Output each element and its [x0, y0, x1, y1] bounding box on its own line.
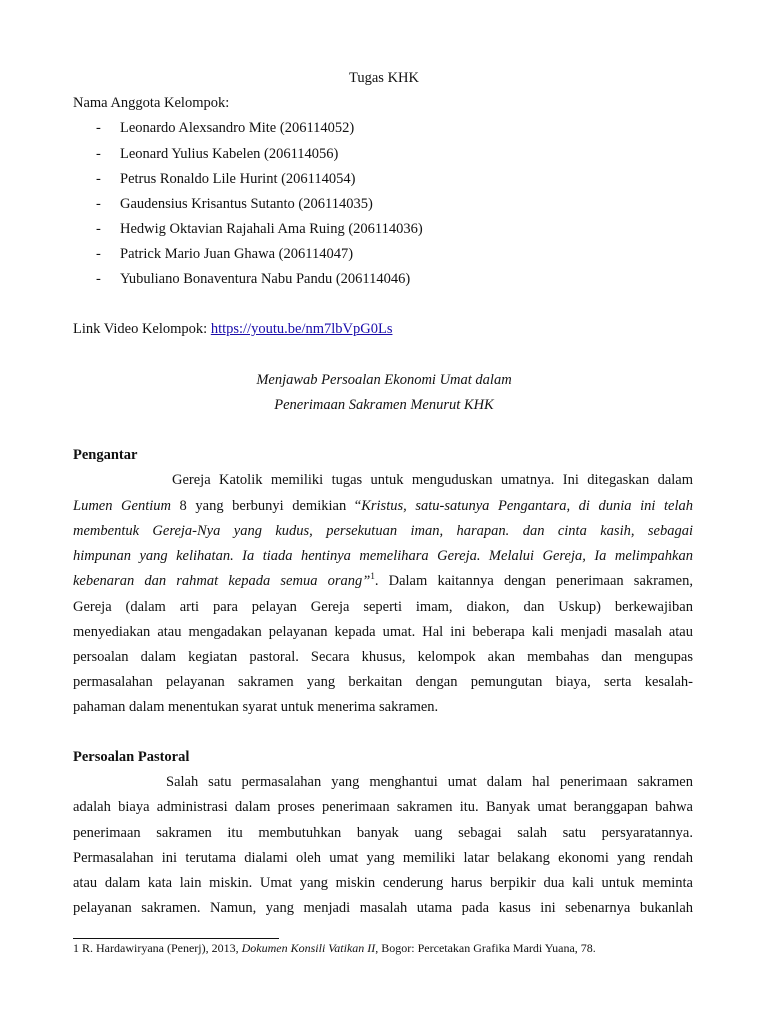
video-link-line	[73, 320, 392, 338]
list-bullet: -	[96, 246, 101, 262]
quote-text: kebenaran dan rahmat kepada semua orang”	[73, 573, 371, 589]
footnote-ref[interactable]: 1	[370, 571, 375, 582]
video-link[interactable]: https://youtu.be/nm7lbVpG0Ls	[210, 321, 393, 337]
paragraph-line: kebenaran dan rahmat kepada semua orang”$^1$. Dalam kaitannya dengan penerimaan sakramen,	[73, 571, 693, 589]
paragraph-line: Permasalahan ini terutama dialami oleh umat yang memiliki latar belakang ekonomi yang rendah	[73, 850, 693, 866]
subtitle-line-1: Menjawab Persoalan Ekonomi Umat dalam	[256, 372, 512, 388]
list-item: Hedwig Oktavian Rajahali Ama Ruing (206114036)	[120, 221, 423, 237]
paragraph-line: Gereja Katolik memiliki tugas untuk menguduskan umatnya. Ini ditegaskan dalam	[172, 472, 693, 488]
footnote-separator	[73, 938, 279, 939]
video-link-label: Link Video Kelompok:	[73, 321, 211, 337]
paragraph-line: pelayanan sakramen. Namun, yang menjadi masalah utama pada kasus ini sebenarnya bukanlah	[73, 900, 693, 916]
pastoral-heading: Persoalan Pastoral	[73, 749, 190, 765]
list-bullet: -	[96, 221, 101, 237]
list-item: Patrick Mario Juan Ghawa (206114047)	[120, 246, 354, 262]
paragraph-line: permasalahan pelayanan sakramen yang berkaitan dengan pemungutan biaya, serta kesalah-	[73, 674, 693, 690]
paragraph-line: pahaman dalam menentukan syarat untuk menerima sakramen.	[73, 699, 439, 715]
lumen-gentium-text: Lumen Gentium	[73, 498, 171, 514]
paragraph-line: persoalan dalam kegiatan pastoral. Secara khusus, kelompok akan membahas dan mengupas	[73, 649, 693, 665]
footnote-book-title: Dokumen Konsili Vatikan II	[241, 941, 376, 955]
paragraph-line: penerimaan sakramen itu membutuhkan banyak uang sebagai salah satu persyaratannya.	[73, 825, 693, 841]
members-label: Nama Anggota Kelompok:	[73, 95, 230, 111]
list-item: Yubuliano Bonaventura Nabu Pandu (206114046)	[120, 271, 411, 287]
paragraph-line: Gereja (dalam arti para pelayan Gereja seperti imam, diakon, dan Uskup) berkewajiban	[73, 599, 693, 615]
paragraph-line: himpunan yang kelihatan. Ia tiada hentinya memelihara Gereja. Melalui Gereja, Ia melimpahkan	[73, 548, 693, 564]
list-bullet: -	[96, 171, 101, 187]
list-item: Leonardo Alexsandro Mite (206114052)	[120, 120, 355, 136]
list-item: Gaudensius Krisantus Sutanto (206114035)	[120, 196, 373, 212]
footnote: 1 R. Hardawiryana (Penerj), 2013, Dokumen Konsili Vatikan II, Bogor: Percetakan Grafika Mardi Yuana, 78.	[73, 941, 596, 955]
list-bullet: -	[96, 271, 101, 287]
list-item: Leonard Yulius Kabelen (206114056)	[120, 146, 339, 162]
document-title: Tugas KHK	[349, 70, 419, 86]
list-bullet: -	[96, 120, 101, 136]
list-item: Petrus Ronaldo Lile Hurint (206114054)	[120, 171, 356, 187]
paragraph-line: adalah biaya administrasi dalam proses penerimaan sakramen itu. Banyak umat beranggapan bahwa	[73, 799, 693, 815]
pengantar-heading: Pengantar	[73, 447, 138, 463]
quote-text: Kristus, satu-satunya Pengantara, di dunia ini telah	[361, 498, 693, 514]
paragraph-line: menyediakan atau mengadakan pelayanan kepada umat. Hal ini beberapa kali menjadi masalah atau	[73, 624, 693, 640]
paragraph-line: Lumen Gentium 8 yang berbunyi demikian “Kristus, satu-satunya Pengantara, di dunia ini telah	[73, 498, 693, 514]
list-bullet: -	[96, 196, 101, 212]
subtitle-line-2: Penerimaan Sakramen Menurut KHK	[274, 397, 494, 413]
paragraph-line: membentuk Gereja-Nya yang kudus, persekutuan iman, harapan. dan cinta kasih, sebagai	[73, 523, 693, 539]
paragraph-line: atau dalam kata lain miskin. Umat yang miskin cenderung harus berpikir dua kali untuk meminta	[73, 875, 693, 891]
paragraph-line: Salah satu permasalahan yang menghantui umat dalam hal penerimaan sakramen	[166, 774, 693, 790]
list-bullet: -	[96, 146, 101, 162]
